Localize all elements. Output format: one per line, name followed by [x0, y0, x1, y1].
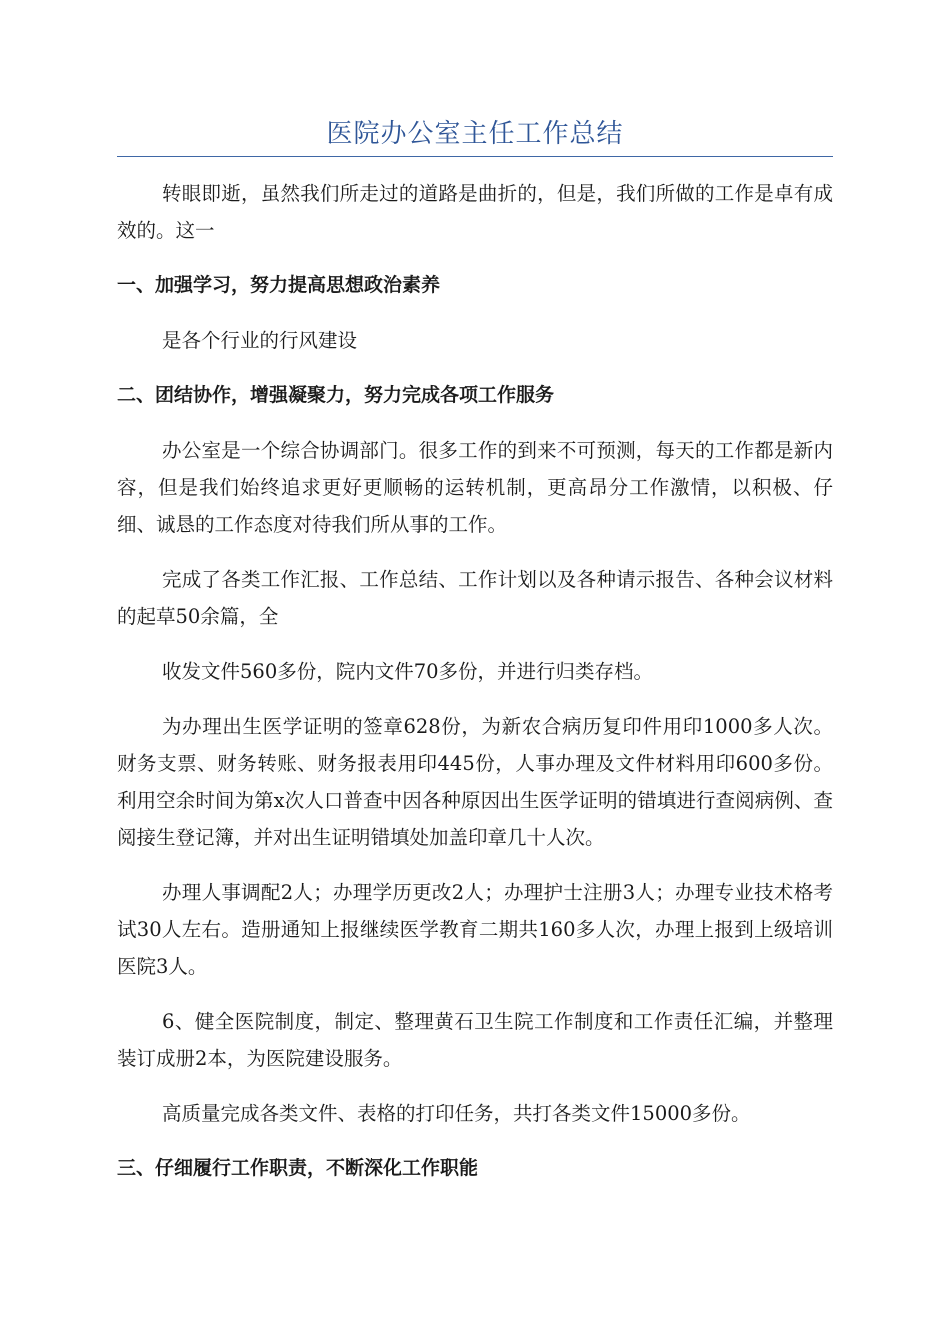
- paragraph-7: 6、健全医院制度，制定、整理黄石卫生院工作制度和工作责任汇编，并整理装订成册2本，为医院建设服务。: [117, 1010, 833, 1070]
- document-page: [117, 0, 833, 1187]
- paragraph-1: 是各个行业的行风建设: [162, 329, 358, 352]
- section-heading-2: 二、团结协作，增强凝聚力，努力完成各项工作服务: [117, 384, 555, 406]
- section-heading-1: 一、加强学习，努力提高思想政治素养: [117, 274, 441, 296]
- paragraph-6: 办理人事调配2人；办理学历更改2人；办理护士注册3人；办理专业技术格考试30人左右。造册通知上报继续医学教育二期共160多人次，办理上报到上级培训医院3人。: [117, 881, 833, 978]
- paragraph-4: 收发文件560多份，院内文件70多份，并进行归类存档。: [162, 660, 654, 683]
- paragraph-5: 为办理出生医学证明的签章628份，为新农合病历复印件用印1000多人次。财务支票、财务转账、财务报表用印445份，人事办理及文件材料用印600多份。利用空余时间为第x次人口普查中因各种原因出生医学证明的错填进行查阅病例、查阅接生登记簿，并对出生证明错填处加盖印章几十人次。: [117, 715, 833, 849]
- document-title: 医院办公室主任工作总结: [326, 119, 624, 149]
- paragraph-intro: 转眼即逝，虽然我们所走过的道路是曲折的，但是，我们所做的工作是卓有成效的。这一: [117, 182, 833, 242]
- paragraph-8: 高质量完成各类文件、表格的打印任务，共打各类文件15000多份。: [162, 1102, 751, 1125]
- paragraph-3: 完成了各类工作汇报、工作总结、工作计划以及各种请示报告、各种会议材料的起草50余篇，全: [117, 568, 833, 628]
- section-heading-3: 三、仔细履行工作职责，不断深化工作职能: [117, 1157, 479, 1179]
- paragraph-2: 办公室是一个综合协调部门。很多工作的到来不可预测，每天的工作都是新内容，但是我们始终追求更好更顺畅的运转机制，更高昂分工作激情，以积极、仔细、诚恳的工作态度对待我们所从事的工作。: [117, 439, 833, 536]
